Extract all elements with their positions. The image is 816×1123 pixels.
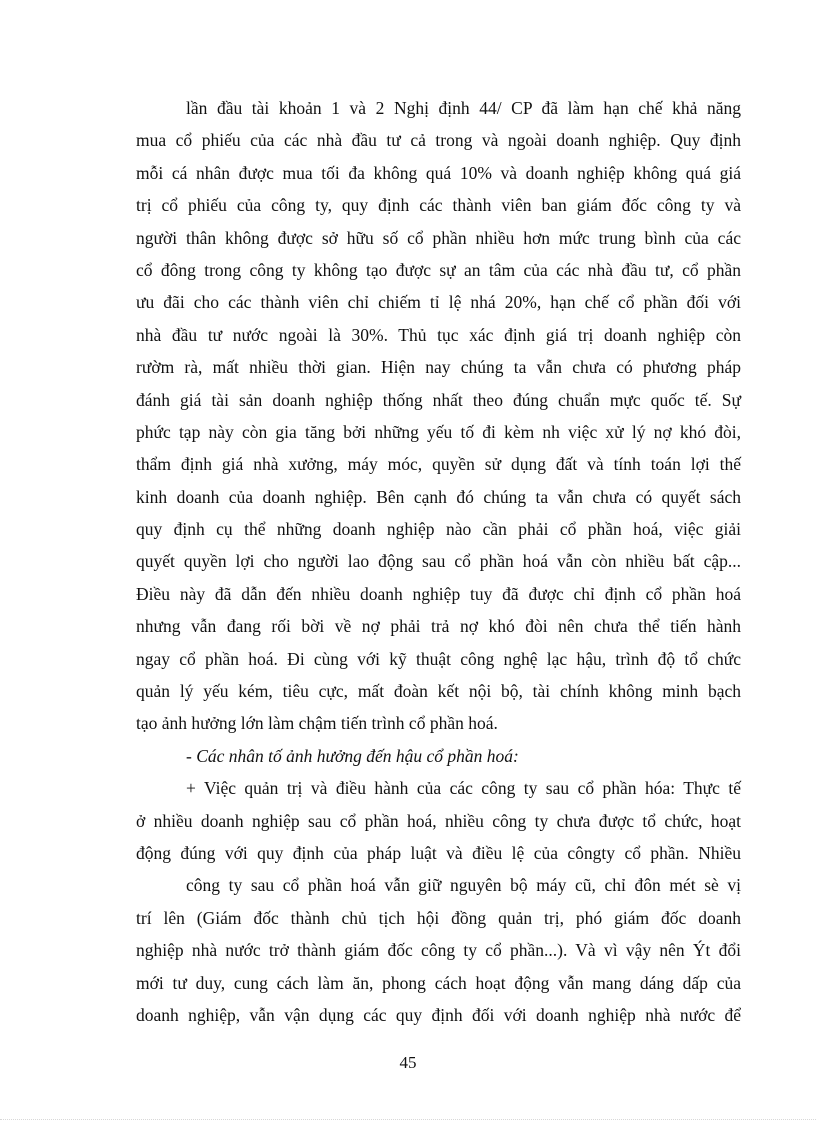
text-line: phức tạp này còn gia tăng bởi những yếu tố đi kèm nh việc xử lý nợ khó đòi,	[136, 421, 741, 442]
text-line: nghiệp nhà nước trở thành giám đốc công ty cổ phần...). Và vì vậy nên Ýt đổi	[136, 940, 741, 961]
text-line: nhà đầu tư nước ngoài là 30%. Thủ tục xác định giá trị doanh nghiệp còn	[136, 324, 741, 345]
text-line: thẩm định giá nhà xưởng, máy móc, quyền sử dụng đất và tính toán lợi thế	[136, 454, 741, 475]
text-line: trị cổ phiếu của công ty, quy định các thành viên ban giám đốc công ty và	[136, 195, 741, 216]
paragraph-governance	[136, 772, 741, 869]
text-line: trí lên (Giám đốc thành chủ tịch hội đồng quản trị, phó giám đốc doanh	[136, 907, 741, 928]
text-line: mua cổ phiếu của các nhà đầu tư cả trong và ngoài doanh nghiệp. Quy định	[136, 130, 741, 151]
text-line: kinh doanh của doanh nghiệp. Bên cạnh đó chúng ta vẫn chưa có quyết sách	[136, 486, 741, 507]
text-line: tạo ảnh hưởng lớn làm chậm tiến trình cổ phần hoá.	[136, 713, 498, 734]
text-line: ở nhiều doanh nghiệp sau cổ phần hoá, nhiều công ty chưa được tổ chức, hoạt	[136, 810, 741, 831]
text-line: mới tư duy, cung cách làm ăn, phong cách hoạt động vẫn mang dáng dấp của	[136, 972, 741, 993]
text-line: + Việc quản trị và điều hành của các công ty sau cổ phần hóa: Thực tế	[186, 778, 741, 799]
text-line: Điều này đã dẫn đến nhiều doanh nghiệp tuy đã được chỉ định cổ phần hoá	[136, 583, 741, 604]
body-text	[136, 92, 741, 1031]
text-line: nhưng vẫn đang rối bời về nợ phải trả nợ khó đòi nên chưa thể tiến hành	[136, 616, 741, 637]
page-bottom-rule	[0, 1119, 816, 1120]
text-line: đánh giá tài sản doanh nghiệp thống nhất theo đúng chuẩn mực quốc tế. Sự	[136, 389, 741, 410]
text-line: rườm rà, mất nhiều thời gian. Hiện nay chúng ta vẫn chưa có phương pháp	[136, 357, 741, 378]
text-line: quản lý yếu kém, tiêu cực, mất đoàn kết nội bộ, tài chính không minh bạch	[136, 681, 741, 702]
text-line: lần đầu tài khoản 1 và 2 Nghị định 44/ CP đã làm hạn chế khả năng	[186, 98, 741, 118]
text-line: người thân không được sở hữu số cổ phần nhiều hơn mức trung bình của các	[136, 227, 741, 248]
paragraph-barriers	[136, 92, 741, 740]
page-number: 45	[399, 1053, 417, 1072]
text-line: ngay cổ phần hoá. Đi cùng với kỹ thuật công nghệ lạc hậu, trình độ tổ chức	[136, 648, 741, 669]
text-line: quy định cụ thể những doanh nghiệp nào cần phải cổ phần hoá, việc giải	[136, 519, 741, 540]
text-line: mỗi cá nhân được mua tối đa không quá 10% và doanh nghiệp không quá giá	[136, 162, 741, 183]
section-heading: - Các nhân tố ảnh hưởng đến hậu cổ phần hoá:	[186, 745, 519, 766]
text-line: công ty sau cổ phần hoá vẫn giữ nguyên bộ máy cũ, chỉ đôn mét sè vị	[186, 875, 741, 896]
paragraph-continuation	[136, 869, 741, 1031]
text-line: cổ đông trong công ty không tạo được sự an tâm của các nhà đầu tư, cổ phần	[136, 259, 741, 280]
text-line: động đúng với quy định của pháp luật và điều lệ của côngty cổ phần. Nhiều	[136, 842, 741, 863]
text-line: quyết quyền lợi cho người lao động sau cổ phần hoá vẫn còn nhiều bất cập...	[136, 551, 741, 572]
text-line: ưu đãi cho các thành viên chỉ chiếm tỉ lệ nhá 20%, hạn chế cổ phần đối với	[136, 292, 741, 313]
text-line: doanh nghiệp, vẫn vận dụng các quy định đối với doanh nghiệp nhà nước để	[136, 1004, 741, 1025]
